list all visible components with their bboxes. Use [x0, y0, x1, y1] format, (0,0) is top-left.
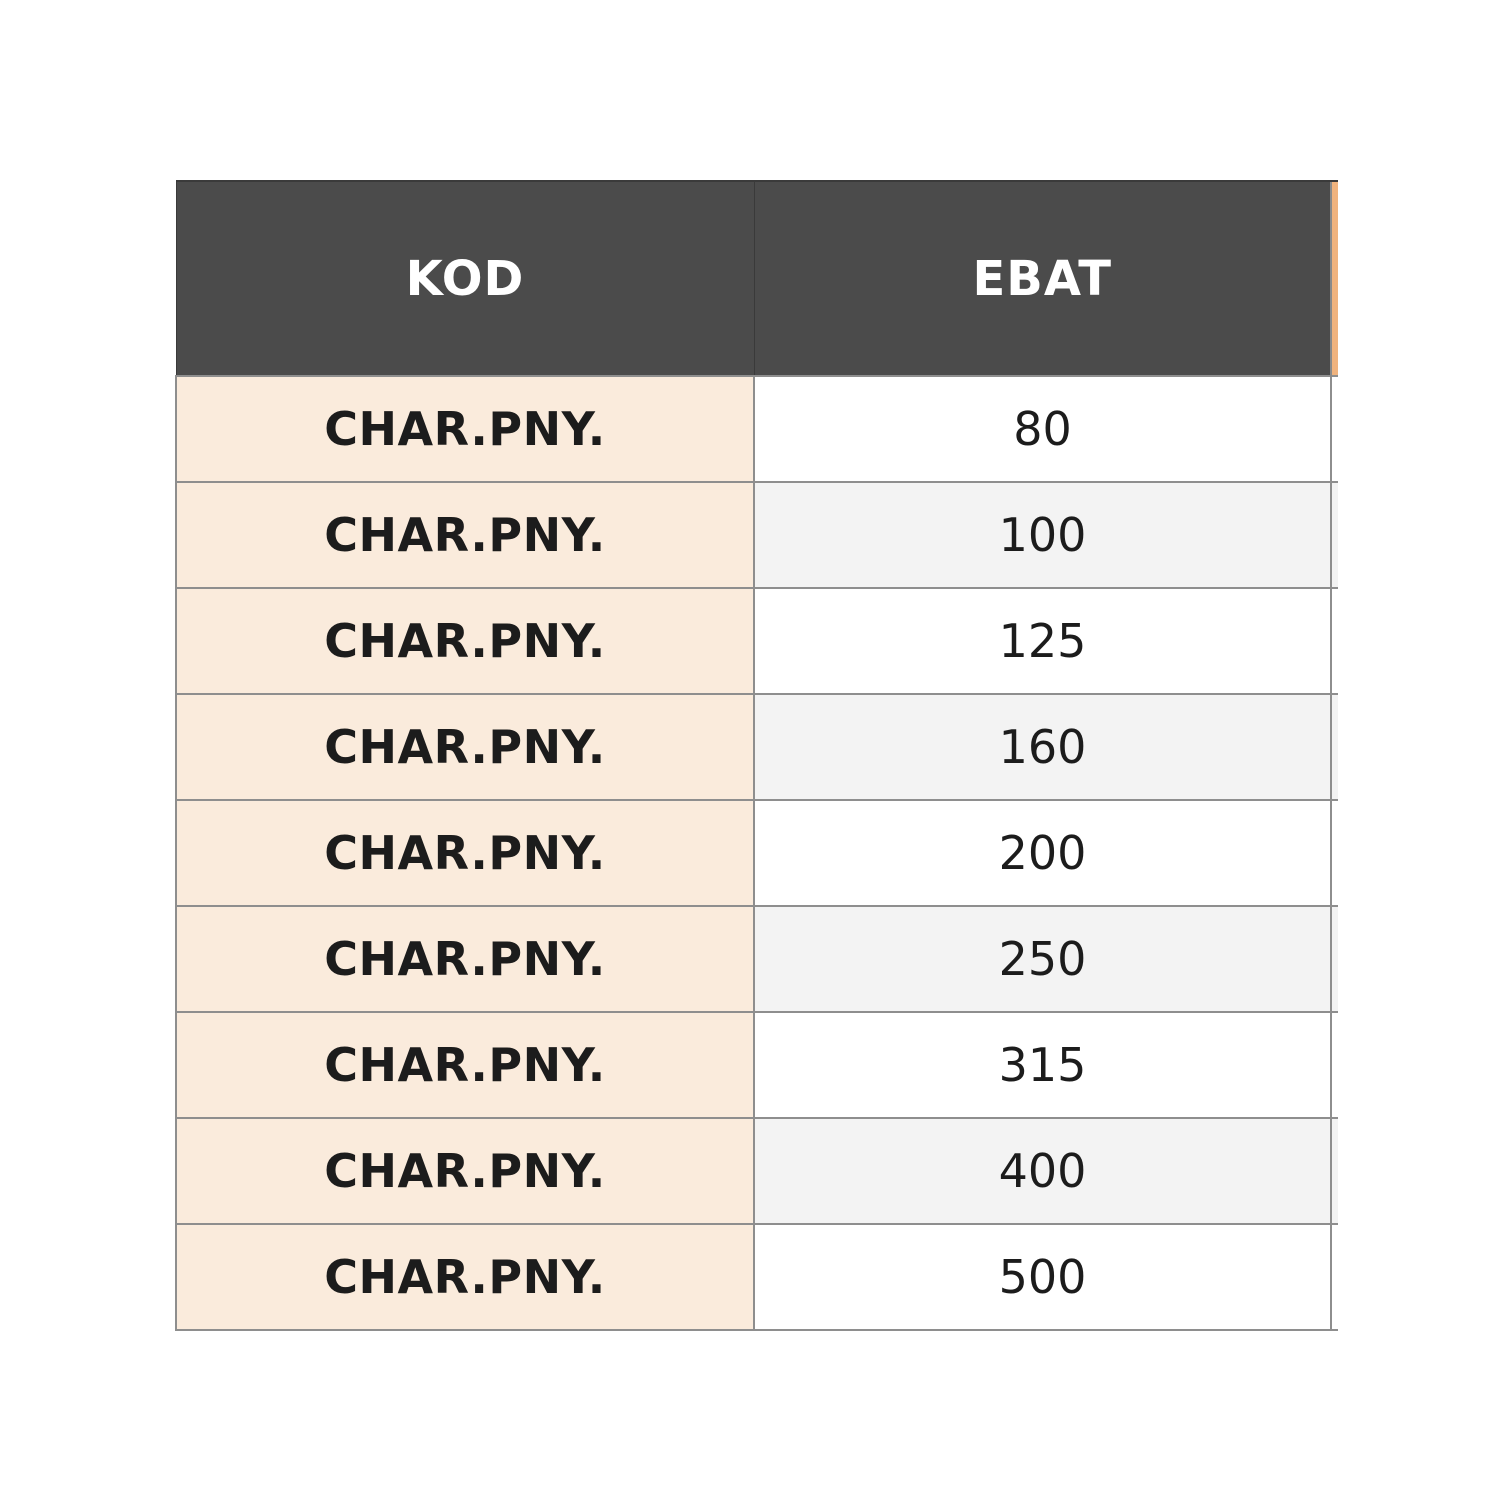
ebat-cell: 100: [754, 482, 1331, 588]
table-row: [176, 694, 1338, 800]
ebat-cell: 80: [754, 376, 1331, 482]
table-row: [176, 588, 1338, 694]
kod-cell: CHAR.PNY.: [176, 588, 754, 694]
kod-cell: CHAR.PNY.: [176, 694, 754, 800]
kod-cell: CHAR.PNY.: [176, 1224, 754, 1330]
table-row: [176, 1118, 1338, 1224]
header-row: [176, 181, 1338, 376]
cut-off-cell: [1331, 1012, 1338, 1118]
table-row: [176, 376, 1338, 482]
table-row: [176, 482, 1338, 588]
ebat-cell: 400: [754, 1118, 1331, 1224]
kod-cell: CHAR.PNY.: [176, 800, 754, 906]
cut-off-cell: [1331, 800, 1338, 906]
header-cut-off-column: [1331, 181, 1338, 376]
cut-off-cell: [1331, 1224, 1338, 1330]
kod-cell: CHAR.PNY.: [176, 1118, 754, 1224]
kod-cell: CHAR.PNY.: [176, 376, 754, 482]
cut-off-cell: [1331, 376, 1338, 482]
cut-off-cell: [1331, 1118, 1338, 1224]
cut-off-cell: [1331, 694, 1338, 800]
table-row: [176, 906, 1338, 1012]
kod-cell: CHAR.PNY.: [176, 906, 754, 1012]
header-kod: KOD: [176, 181, 754, 376]
kod-cell: CHAR.PNY.: [176, 482, 754, 588]
spec-table-container: [175, 180, 1337, 1331]
spec-table: [175, 180, 1338, 1331]
header-ebat: EBAT: [754, 181, 1331, 376]
table-row: [176, 1224, 1338, 1330]
cut-off-cell: [1331, 482, 1338, 588]
cut-off-cell: [1331, 906, 1338, 1012]
ebat-cell: 125: [754, 588, 1331, 694]
ebat-cell: 250: [754, 906, 1331, 1012]
table-header: [176, 181, 1338, 376]
cut-off-cell: [1331, 588, 1338, 694]
ebat-cell: 315: [754, 1012, 1331, 1118]
kod-cell: CHAR.PNY.: [176, 1012, 754, 1118]
ebat-cell: 500: [754, 1224, 1331, 1330]
ebat-cell: 200: [754, 800, 1331, 906]
ebat-cell: 160: [754, 694, 1331, 800]
table-row: [176, 800, 1338, 906]
table-body: [176, 376, 1338, 1330]
table-row: [176, 1012, 1338, 1118]
